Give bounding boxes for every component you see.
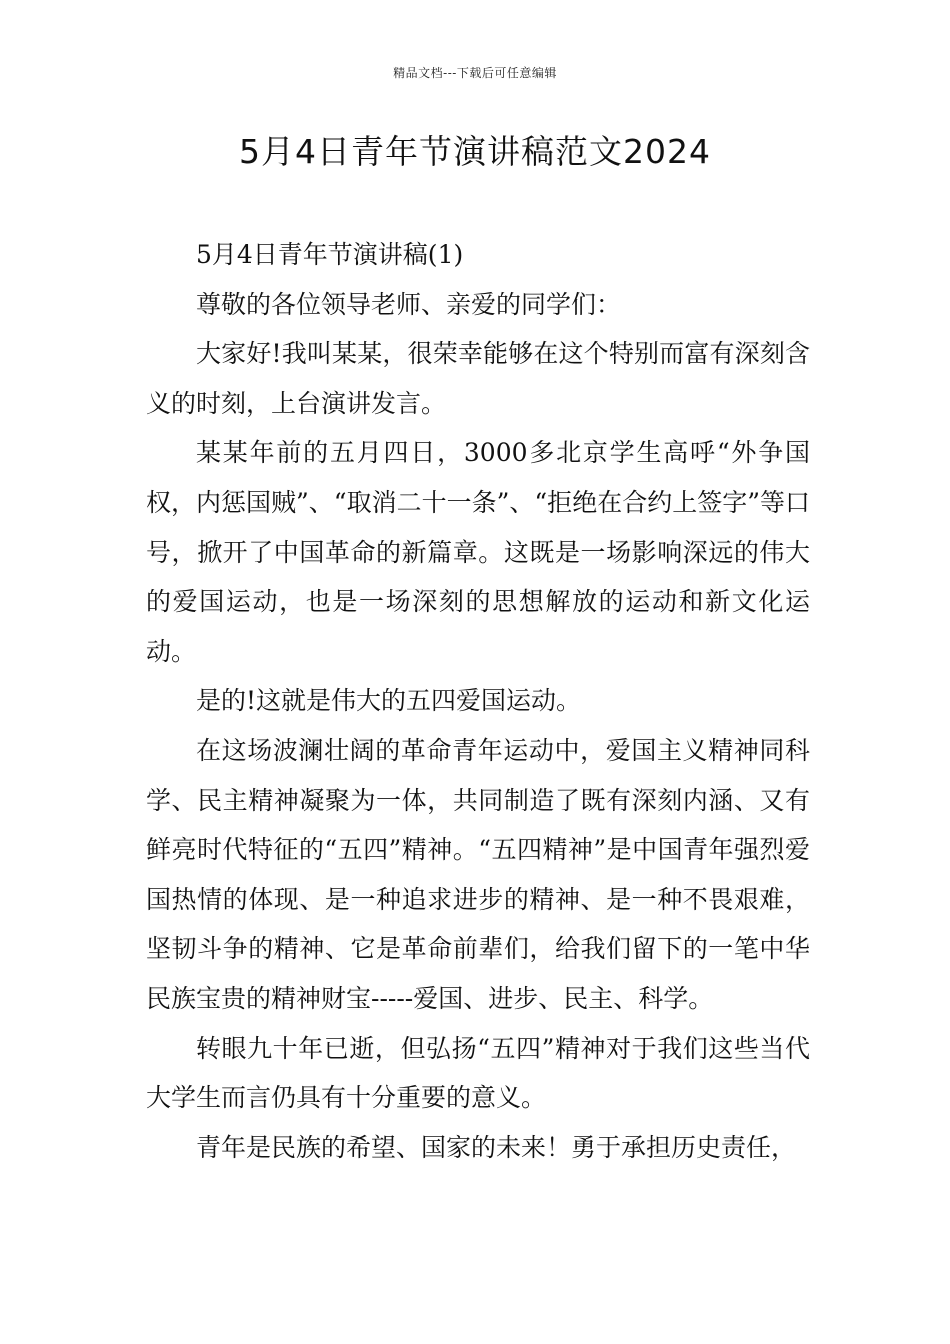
- section-heading: 5月4日青年节演讲稿(1): [196, 240, 464, 269]
- document-body: [146, 230, 810, 1172]
- paragraph-salutation: 尊敬的各位领导老师、亲爱的同学们：: [196, 289, 622, 319]
- paragraph: 转眼九十年已逝，但弘扬“五四”精神对于我们这些当代大学生而言仍具有十分重要的意义。: [146, 1033, 810, 1113]
- header-note: 精品文档---下载后可任意编辑: [393, 66, 557, 80]
- paragraph: 是的!这就是伟大的五四爱国运动。: [196, 686, 582, 716]
- document-title: 5月4日青年节演讲稿范文2024: [239, 132, 711, 171]
- paragraph: 某某年前的五月四日，3000多北京学生高呼“外争国权，内惩国贼”、“取消二十一条”、“拒绝在合约上签字”等口号，掀开了中国革命的新篇章。这既是一场影响深远的伟大的爱国运动，也是一场深刻的思想解放的运动和新文化运动。: [146, 438, 810, 666]
- paragraph: 在这场波澜壮阔的革命青年运动中，爱国主义精神同科学、民主精神凝聚为一体，共同制造了既有深刻内涵、又有鲜亮时代特征的“五四”精神。“五四精神”是中国青年强烈爱国热情的体现、是一种追求进步的精神、是一种不畏艰难，坚韧斗争的精神、它是革命前辈们，给我们留下的一笔中华民族宝贵的精神财宝-----爱国、进步、民主、科学。: [146, 735, 810, 1013]
- paragraph: 青年是民族的希望、国家的未来！勇于承担历史责任，: [196, 1132, 797, 1162]
- paragraph: 大家好!我叫某某，很荣幸能够在这个特别而富有深刻含义的时刻，上台演讲发言。: [146, 339, 810, 418]
